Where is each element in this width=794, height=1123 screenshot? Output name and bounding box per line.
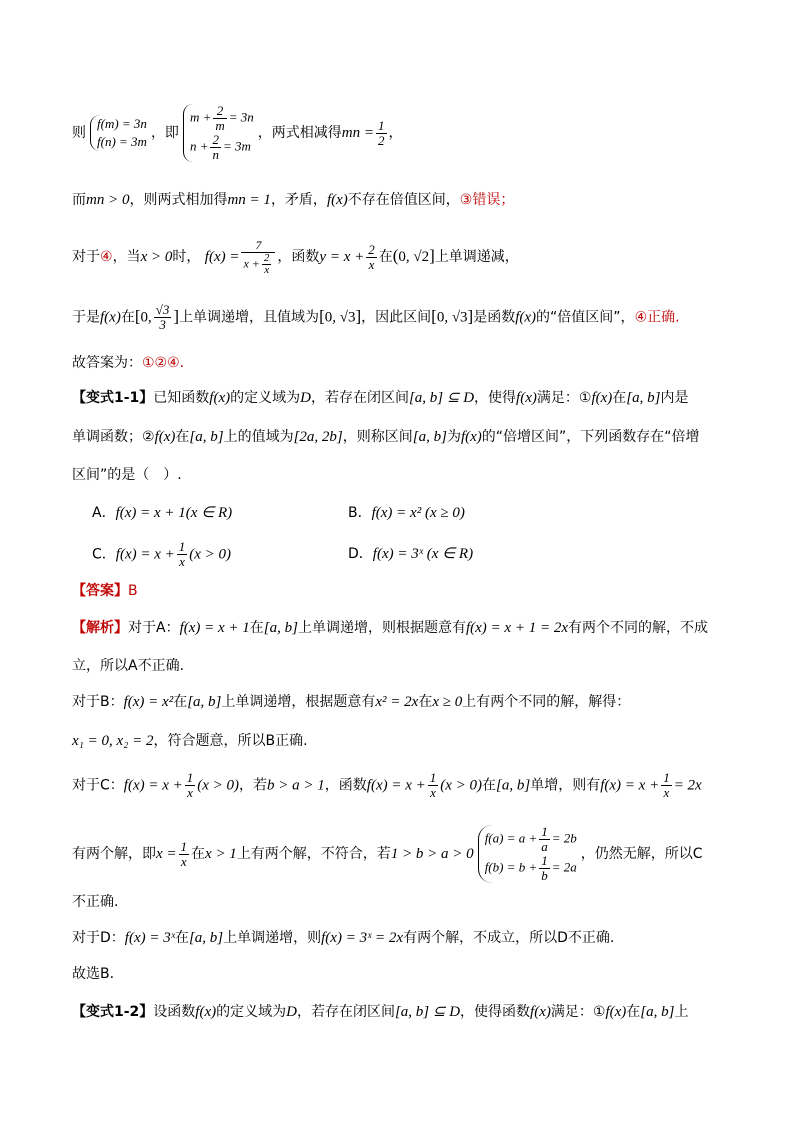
var12-line1: [72, 1002, 688, 1022]
text: 对于: [72, 694, 100, 710]
text: D: [100, 930, 111, 946]
analysis-C-line1: [72, 771, 702, 800]
math: 0, √2: [398, 249, 430, 265]
text: 单增，则有: [530, 777, 601, 794]
numerator: 1: [429, 770, 437, 785]
fraction: [213, 104, 226, 133]
numerator: 2: [213, 104, 226, 119]
text: ，若存在闭区间: [310, 390, 409, 406]
eq-part: = 2b: [551, 830, 577, 846]
denominator: n: [212, 147, 219, 162]
text: ，因此区间: [361, 309, 432, 326]
bracket: ]: [173, 306, 180, 326]
answer-tag: 【答案】: [72, 583, 128, 599]
math: f(x) = 3ˣ = 2x: [321, 930, 404, 946]
answer-line: [72, 353, 184, 373]
red-answer: ①②④.: [142, 355, 185, 371]
text: ，使得: [474, 390, 517, 406]
circled-number: ①: [592, 1004, 606, 1020]
analysis-C-line2: [72, 825, 703, 883]
math: [a, b]: [187, 694, 222, 710]
numerator: 7: [241, 238, 275, 253]
numerator: √3: [155, 302, 170, 317]
math: (x > 0): [197, 777, 240, 794]
text: 有两个解，即: [72, 846, 156, 862]
text: 不正确.: [72, 894, 119, 910]
math: x > 0: [140, 249, 173, 265]
text: ：: [110, 930, 125, 946]
text: B: [265, 733, 276, 749]
denominator: x: [180, 853, 187, 869]
text: 在: [175, 429, 190, 445]
math: (x > 0): [440, 777, 483, 794]
math: f(x) = x + 1 = 2x: [465, 620, 568, 636]
text: 不正确.: [137, 658, 185, 674]
text: ，则两式相加得: [129, 192, 228, 208]
math: 0,: [140, 309, 152, 326]
analysis-tag: 【解析】: [72, 620, 128, 636]
math: f(x): [154, 429, 176, 445]
text: 上的值域为: [223, 429, 294, 445]
denominator: x: [179, 554, 185, 569]
var11-line2: [72, 427, 700, 447]
text: 上单调递增，则根据题意有: [297, 620, 466, 636]
eq-line: [485, 854, 577, 883]
math: f(x): [530, 1004, 551, 1020]
red-conclusion: ③错误；: [459, 192, 515, 208]
denominator: x: [430, 785, 436, 800]
math: f(x): [591, 390, 613, 406]
denominator: [241, 253, 275, 276]
eq-part: f(b) = b +: [484, 859, 538, 875]
text: 而: [72, 192, 86, 208]
fraction-sqrt3-3: [154, 303, 172, 332]
math: 0, √3: [436, 309, 468, 326]
fraction-half: [376, 119, 387, 148]
text: 的定义域为: [216, 1004, 287, 1020]
text: 在: [626, 1004, 641, 1020]
math: [a, b]: [412, 429, 447, 445]
text: 对于: [72, 249, 100, 265]
text: ，即: [150, 125, 179, 141]
option-B: [348, 503, 465, 523]
text: 的定义域为: [230, 390, 301, 406]
numerator: 1: [178, 539, 186, 554]
text: ，矛盾，: [270, 192, 327, 208]
equation-system-2: [183, 104, 254, 162]
eq-line: [485, 825, 577, 854]
text: 在: [249, 620, 264, 636]
text: 满足：: [550, 1004, 593, 1020]
text: ：: [109, 694, 124, 710]
text: 为: [446, 429, 461, 445]
den-part: x +: [243, 256, 260, 271]
analysis-A-line1: [72, 618, 708, 638]
eq-line: [190, 133, 254, 162]
denominator: x: [264, 264, 270, 276]
analysis-C-line3: [72, 892, 118, 912]
eq-line: f(m) = 3n: [97, 116, 147, 131]
fraction: [179, 840, 190, 869]
numerator: 2: [212, 132, 219, 147]
text: ，: [388, 125, 403, 141]
math: x ≥ 0: [432, 694, 463, 710]
eq-line: f(n) = 3m: [97, 134, 147, 149]
analysis-B-line2: [72, 731, 308, 751]
text: 不正确.: [567, 930, 615, 946]
math: 0, √3: [324, 309, 356, 326]
text: 上单调递增，且值域为: [179, 309, 320, 326]
option-label: C．: [92, 546, 116, 563]
text: 单调函数；: [72, 429, 142, 445]
text: D: [557, 930, 568, 946]
text: A: [156, 620, 166, 636]
text: B: [100, 694, 110, 710]
math: D: [286, 1004, 297, 1020]
option-label: B．: [348, 505, 372, 521]
math: f(x): [515, 309, 537, 326]
line3: [72, 238, 519, 276]
text: 有两个不同的解，不成: [567, 620, 708, 636]
text: 在: [378, 249, 393, 265]
math: f(x) = 3ˣ: [124, 930, 175, 946]
text: 则: [72, 125, 86, 141]
bracket: ]: [429, 246, 435, 265]
option-D: [348, 544, 473, 564]
numerator: 1: [663, 770, 670, 785]
fraction: [428, 771, 439, 800]
text: 在: [174, 930, 189, 946]
denominator: x: [663, 785, 670, 800]
option-C: [92, 540, 231, 569]
math: y = x +: [319, 249, 365, 265]
math: [a, b]: [626, 390, 661, 406]
math: f(x): [516, 390, 537, 406]
bracket: ]: [467, 306, 474, 326]
variant-tag: 【变式1-1】: [72, 390, 154, 406]
text: ，仍然无解，所以: [580, 846, 693, 862]
text: 上有两个不同的解，解得：: [462, 694, 631, 710]
math: [a, b]: [188, 930, 224, 946]
text: 内是: [660, 390, 689, 406]
math: f(x) = 3ˣ (x ∈ R): [372, 546, 474, 562]
circled-number: ②: [142, 429, 155, 445]
math: [a, b]: [263, 620, 298, 636]
variant-tag: 【变式1-2】: [72, 1004, 154, 1020]
math: f(x) = x²: [123, 694, 174, 710]
text: ，使得函数: [460, 1004, 531, 1020]
text: 时，: [172, 249, 201, 265]
numerator: 1: [541, 824, 548, 839]
math: mn > 0: [86, 192, 130, 208]
eq-line: [190, 104, 254, 133]
denominator: b: [541, 868, 548, 883]
math: x₁ = 0, x₂ = 2: [72, 733, 154, 749]
text: 在: [191, 846, 206, 862]
bracket: [: [319, 306, 325, 326]
text: A: [128, 658, 138, 674]
text: 对于: [72, 777, 100, 794]
text: 立，所以: [72, 658, 128, 674]
text: 不存在倍值区间，: [347, 192, 460, 208]
denominator: 2: [378, 132, 385, 148]
text: 正确.: [275, 733, 308, 749]
math: 1 > b > a > 0: [390, 846, 474, 862]
fraction: [366, 243, 377, 272]
text: ，两式相减得: [257, 125, 342, 141]
eq-part: m +: [189, 109, 212, 125]
circled-number: ④: [100, 249, 113, 265]
line4: [72, 303, 680, 332]
text: 在: [418, 694, 433, 710]
text: 对于: [128, 620, 156, 636]
text: ，若存在闭区间: [296, 1004, 395, 1020]
option-label: D．: [348, 546, 373, 562]
text: 是函数: [473, 309, 516, 326]
text: ，若: [239, 777, 268, 794]
text: 在: [612, 390, 627, 406]
fraction: [177, 540, 188, 569]
math: D: [300, 390, 311, 406]
fraction: [539, 854, 550, 883]
math: f(x) = x +: [366, 777, 426, 794]
text: 上单调递减，: [434, 249, 519, 265]
para1-line: [72, 104, 403, 162]
math: b > a > 1: [267, 777, 325, 794]
text: 故答案为：: [72, 355, 142, 371]
text: 在: [173, 694, 188, 710]
fraction: [185, 771, 196, 800]
text: 已知函数: [153, 390, 210, 406]
eq-part: = 2a: [551, 859, 577, 875]
text: ，则称区间: [342, 429, 413, 445]
numerator: 2: [368, 241, 375, 257]
math: f(x): [195, 1004, 217, 1020]
math: = 2x: [673, 777, 702, 794]
text: 满足：: [536, 390, 579, 406]
line2: [72, 190, 514, 210]
math: f(x): [100, 309, 121, 326]
math: f(x) = x + 1: [179, 620, 250, 636]
math: f(x) =: [204, 249, 240, 265]
numerator: 1: [186, 770, 194, 785]
denominator: x: [368, 256, 375, 272]
answer: [72, 581, 138, 601]
text: ，函数: [324, 777, 367, 794]
bracket: [: [134, 306, 141, 326]
text: 设函数: [153, 1004, 196, 1020]
math: (x > 0): [189, 546, 232, 563]
numerator: 1: [541, 853, 548, 868]
bracket: (: [392, 246, 399, 265]
text: ，符合题意，所以: [153, 733, 266, 749]
analysis-B-line1: [72, 692, 630, 712]
math: [a, b]: [189, 429, 224, 445]
equation-system-1: [90, 115, 147, 151]
denominator: 3: [159, 317, 166, 332]
fraction: [539, 825, 550, 854]
text: ：: [165, 620, 180, 636]
text: ，函数: [277, 249, 320, 265]
math: mn =: [341, 125, 374, 141]
text: ，当: [112, 249, 141, 265]
numerator: 1: [180, 838, 188, 854]
final-choice: [72, 964, 114, 984]
text: 故选B.: [72, 966, 115, 982]
text: 的“倍值区间”，: [536, 309, 635, 326]
math: x² = 2x: [375, 694, 419, 710]
text: 的“倍增区间”，下列函数存在“倍增: [481, 429, 700, 445]
denominator: m: [215, 118, 225, 133]
text: 上单调递增，则: [223, 930, 322, 946]
math: f(x) = x + 1(x ∈ R): [115, 505, 233, 521]
analysis-D-line: [72, 928, 614, 948]
math: x > 1: [205, 846, 237, 862]
equation-system-C: [478, 825, 577, 883]
eq-part: f(a) = a +: [484, 830, 538, 846]
analysis-A-line2: [72, 656, 184, 676]
eq-part: n +: [189, 138, 209, 154]
math: [a, b]: [496, 777, 531, 794]
math: f(x) = x +: [123, 777, 183, 794]
var11-line3: [72, 465, 182, 485]
math: [a, b] ⊆ D: [408, 390, 475, 406]
denominator: x: [187, 785, 193, 800]
math: [a, b]: [640, 1004, 675, 1020]
math: f(x) = x +: [600, 777, 660, 794]
bracket: [: [431, 306, 437, 326]
text: 上: [674, 1004, 689, 1020]
numerator: 1: [378, 117, 385, 133]
option-A: [92, 503, 232, 523]
numerator: 2: [263, 252, 270, 264]
fraction-7: [241, 238, 275, 276]
text: ：: [109, 777, 124, 794]
math: f(x): [605, 1004, 627, 1020]
math: [a, b] ⊆ D: [394, 1004, 461, 1020]
eq-part: = 3n: [228, 109, 254, 125]
text: 上有两个解，不符合，若: [236, 846, 391, 862]
math: f(x): [326, 192, 348, 208]
text: 区间”的是（ ）.: [72, 467, 182, 483]
denominator: a: [541, 839, 548, 854]
math: f(x): [209, 390, 231, 406]
bracket: ]: [355, 306, 362, 326]
text: 在: [120, 309, 135, 326]
text: C: [692, 846, 703, 862]
math: mn = 1: [227, 192, 271, 208]
text: C: [100, 777, 110, 794]
text: 有两个解，不成立，所以: [403, 930, 558, 946]
math: f(x) = x +: [115, 546, 175, 563]
math: f(x): [460, 429, 482, 445]
text: 上单调递增，根据题意有: [221, 694, 376, 710]
var11-line1: [72, 388, 688, 408]
math: f(x) = x² (x ≥ 0): [371, 505, 465, 521]
math: x =: [156, 846, 177, 862]
text: 对于: [72, 930, 100, 946]
text: 在: [482, 777, 497, 794]
eq-part: = 3m: [222, 138, 251, 154]
text: 于是: [72, 309, 100, 326]
fraction: [210, 133, 221, 162]
option-label: A．: [92, 505, 116, 521]
circled-number: ①: [578, 390, 592, 406]
answer-value: B: [128, 583, 138, 599]
red-conclusion: ④正确.: [634, 309, 680, 326]
nested-fraction: [262, 253, 272, 276]
fraction: [661, 771, 672, 800]
math: [2a, 2b]: [293, 429, 343, 445]
